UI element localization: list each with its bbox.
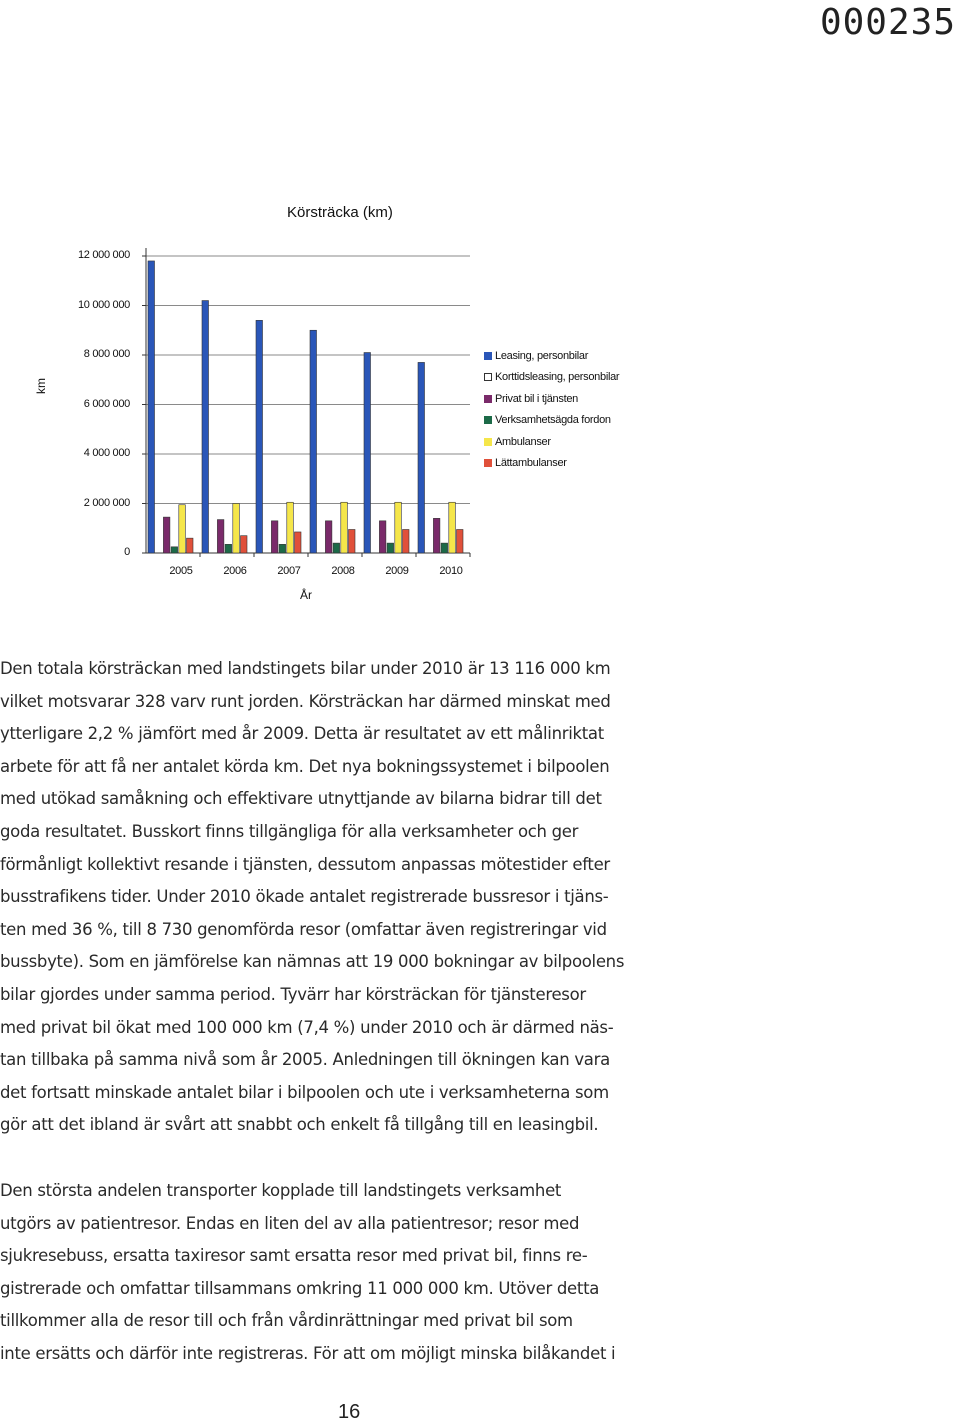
x-axis-label: År — [300, 588, 312, 602]
text-line: gör att det ibland är svårt att snabbt och enkelt få tillgång till en leasingbil. — [0, 1115, 599, 1135]
bar-lättambulanser-2007 — [295, 532, 302, 553]
y-tick-label: 6 000 000 — [83, 397, 130, 410]
body-text — [0, 653, 704, 1370]
bar-lättambulanser-2010 — [457, 529, 464, 553]
text-line: tillkommer alla de resor till och från vårdinrättningar med privat bil som — [0, 1311, 573, 1331]
text-line: inte ersätts och därför inte registreras. För att om möjligt minska bilåkandet i — [0, 1343, 616, 1363]
x-tick-label: 2008 — [331, 565, 355, 577]
text-line: ytterligare 2,2 % jämfört med år 2009. Detta är resultatet av ett målinriktat — [0, 724, 604, 744]
text-line: förmånligt kollektivt resande i tjänsten, dessutom anpassas mötestider efter — [0, 854, 610, 874]
text-line: utgörs av patientresor. Endas en liten del av alla patientresor; resor med — [0, 1213, 580, 1233]
legend-item — [484, 410, 619, 432]
y-tick-label: 12 000 000 — [77, 249, 130, 261]
x-tick-label: 2009 — [385, 565, 409, 577]
chart-plot — [0, 0, 960, 620]
bar-lättambulanser-2009 — [403, 529, 410, 553]
legend-swatch — [484, 395, 492, 403]
bar-ambulanser-2005 — [179, 505, 186, 553]
page-number: 16 — [338, 1401, 361, 1423]
legend-swatch — [484, 352, 492, 360]
legend-label: Korttidsleasing, personbilar — [495, 371, 620, 384]
x-tick-label: 2006 — [223, 565, 247, 577]
legend-item — [484, 431, 619, 453]
bar-leasing-personbilar-2005 — [148, 261, 155, 553]
text-line: Den totala körsträckan med landstingets bilar under 2010 är 13 116 000 km — [0, 659, 611, 678]
y-tick-label: 4 000 000 — [83, 447, 130, 459]
legend-item — [484, 367, 619, 389]
bar-lättambulanser-2008 — [349, 529, 356, 553]
bar-verksamhetsägda-fordon-2007 — [279, 544, 286, 553]
y-tick-label: 8 000 000 — [83, 348, 130, 360]
bar-privat-bil-i-tjänsten-2005 — [163, 517, 170, 553]
bar-leasing-personbilar-2008 — [310, 330, 317, 553]
legend-label: Verksamhetsägda fordon — [495, 414, 611, 427]
text-line: vilket motsvarar 328 varv runt jorden. Körsträckan har därmed minskat med — [0, 691, 611, 711]
text-line: sjukresebuss, ersatta taxiresor samt ersatta resor med privat bil, finns re- — [0, 1246, 588, 1266]
bar-leasing-personbilar-2007 — [256, 320, 263, 553]
text-line: tan tillbaka på samma nivå som år 2005. Anledningen till ökningen kan vara — [0, 1050, 610, 1070]
y-tick-label: 10 000 000 — [77, 298, 130, 311]
bar-leasing-personbilar-2006 — [202, 301, 209, 553]
text-line: gistrerade och omfattar tillsammans omkring 11 000 000 km. Utöver detta — [0, 1278, 600, 1298]
y-tick-label: 2 000 000 — [83, 496, 130, 509]
legend-swatch — [484, 459, 492, 467]
text-line: med privat bil ökat med 100 000 km (7,4 %) under 2010 och är därmed näs- — [0, 1017, 614, 1037]
paragraph-1 — [0, 653, 704, 1142]
bar-ambulanser-2006 — [233, 504, 240, 554]
text-line: goda resultatet. Busskort finns tillgängliga för alla verksamheter och ger — [0, 821, 579, 841]
legend-label: Privat bil i tjänsten — [495, 392, 578, 405]
text-line: arbete för att få ner antalet körda km. Det nya bokningssystemet i bilpoolen — [0, 756, 610, 776]
paragraph-2 — [0, 1175, 704, 1371]
text-line: bilar gjordes under samma period. Tyvärr har körsträckan för tjänsteresor — [0, 984, 586, 1004]
bar-ambulanser-2008 — [341, 502, 348, 553]
y-tick-label: 0 — [124, 546, 130, 558]
chart-title: Körsträcka (km) — [287, 204, 393, 221]
y-axis-label: km — [34, 378, 48, 394]
legend-item — [484, 388, 619, 410]
legend-label: Lättambulanser — [495, 457, 567, 470]
text-line: ten med 36 %, till 8 730 genomförda resor (omfattar även registreringar vid — [0, 919, 607, 939]
text-line: bussbyte). Som en jämförelse kan nämnas att 19 000 bokningar av bilpoolens — [0, 952, 625, 972]
bar-ambulanser-2010 — [449, 502, 456, 553]
bar-verksamhetsägda-fordon-2009 — [387, 543, 394, 553]
bar-leasing-personbilar-2010 — [418, 362, 425, 553]
legend-swatch — [484, 438, 492, 446]
bar-ambulanser-2009 — [395, 502, 402, 553]
document-number: 000235 — [819, 2, 956, 43]
bar-privat-bil-i-tjänsten-2007 — [271, 521, 278, 553]
bar-lättambulanser-2005 — [187, 538, 194, 553]
legend-label: Leasing, personbilar — [495, 349, 589, 362]
text-line: det fortsatt minskade antalet bilar i bilpoolen och ute i verksamheterna som — [0, 1082, 609, 1102]
legend-swatch — [484, 373, 492, 381]
bar-verksamhetsägda-fordon-2008 — [333, 543, 340, 553]
text-line: busstrafikens tider. Under 2010 ökade antalet registrerade bussresor i tjäns- — [0, 887, 609, 907]
x-tick-label: 2005 — [169, 565, 193, 577]
bar-lättambulanser-2006 — [241, 536, 248, 553]
legend-item — [484, 345, 619, 367]
bar-ambulanser-2007 — [287, 502, 294, 553]
chart-legend — [484, 345, 619, 474]
bar-verksamhetsägda-fordon-2005 — [171, 547, 178, 553]
legend-label: Ambulanser — [495, 435, 551, 448]
text-line: med utökad samåkning och effektivare utnyttjande av bilarna bidrar till det — [0, 789, 602, 809]
bar-privat-bil-i-tjänsten-2006 — [217, 520, 224, 553]
legend-swatch — [484, 416, 492, 424]
x-tick-label: 2007 — [277, 565, 301, 577]
bar-verksamhetsägda-fordon-2006 — [225, 544, 232, 553]
bar-privat-bil-i-tjänsten-2008 — [325, 521, 332, 553]
bar-privat-bil-i-tjänsten-2010 — [433, 518, 440, 553]
bar-verksamhetsägda-fordon-2010 — [441, 543, 448, 553]
legend-item — [484, 453, 619, 475]
bar-leasing-personbilar-2009 — [364, 353, 371, 553]
x-tick-label: 2010 — [439, 565, 463, 577]
bar-privat-bil-i-tjänsten-2009 — [379, 521, 386, 553]
text-line: Den största andelen transporter kopplade till landstingets verksamhet — [0, 1180, 562, 1200]
